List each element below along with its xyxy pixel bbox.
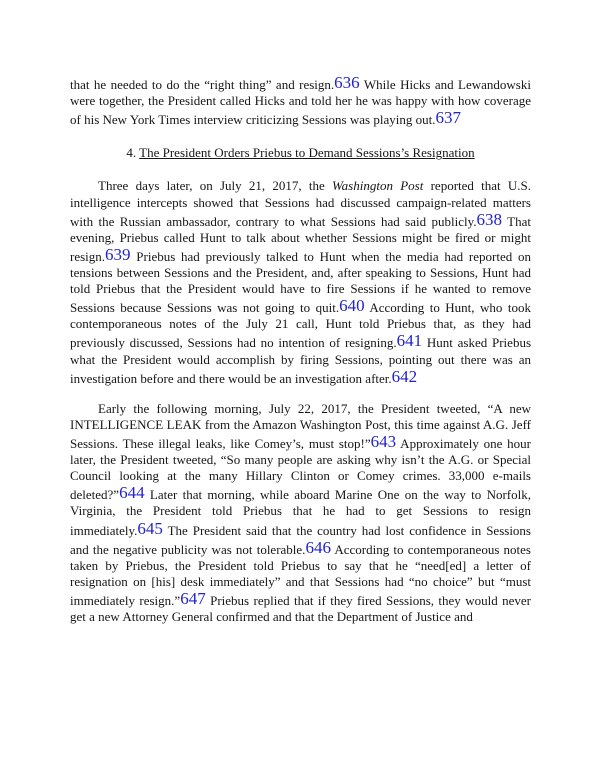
footnote-ref[interactable]: 644 (119, 483, 145, 503)
paragraph-continuation (70, 74, 531, 128)
section-heading-title: The President Orders Priebus to Demand Sessions’s Resignation (139, 145, 475, 161)
footnote-ref[interactable]: 645 (137, 518, 163, 538)
text-run: Three days later, on July 21, 2017, the (98, 178, 333, 194)
text-run: that he needed to do the “right thing” and resign. (70, 77, 335, 92)
footnote-ref[interactable]: 638 (476, 209, 503, 229)
footnote-ref[interactable]: 647 (180, 588, 206, 608)
footnote-ref[interactable]: 642 (391, 366, 418, 386)
footnote-ref[interactable]: 640 (339, 296, 365, 316)
text-run: Priebus replied that if they fired Sessions, they would never get a new Attorney General confirmed and that the Department of Justice and (70, 592, 531, 625)
text-run: The President said that the country had lost confidence in Sessions and the negative publicity was not tolerable. (70, 522, 531, 557)
text-run: Later that morning, while aboard Marine One on the way to Norfolk, Virginia, the President told Priebus that he had to get Sessions to resign immediately. (70, 487, 531, 538)
footnote-ref[interactable]: 637 (435, 108, 461, 128)
section-heading-number: 4. (126, 145, 140, 161)
footnote-ref[interactable]: 641 (396, 331, 423, 351)
footnote-ref[interactable]: 646 (305, 537, 331, 557)
text-run: Approximately one hour later, the President tweeted, “So many people are asking why isn’t the A.G. or Special Council looking at the many Hillary Clinton or Comey crimes. 33,000 e-mails deleted?” (70, 435, 532, 503)
text-run: Hunt asked Priebus what the President would accomplish by firing Sessions, pointing out there was an investigation before and there would be an investigation after. (70, 335, 531, 386)
text-run: According to contemporaneous notes taken by Priebus, the President told Priebus to say that he “need[ed] a letter of resignation on [his] desk immediately” and that Sessions had “no choice” but “must immediately resign.” (70, 541, 531, 608)
text-run: That evening, Priebus called Hunt to talk about whether Sessions might be fired or might resign. (70, 213, 532, 264)
text-run: According to Hunt, who took contemporaneous notes of the July 21 call, Hunt told Priebus that, as they had previously discussed, Sessions had no intention of resigning. (70, 300, 531, 351)
text-run: Early the following morning, July 22, 2017, the President tweeted, “A new INTELLIGENCE LEAK from the Amazon Washington Post, this time against A.G. Jeff Sessions. These illegal leaks, like Comey’s, must stop!” (70, 400, 531, 451)
text-run: reported that U.S. intelligence intercepts showed that Sessions had discussed campaign-related matters with the Russian ambassador, contrary to what Sessions had said publicly. (70, 178, 532, 229)
paragraph-july-21 (70, 178, 531, 386)
text-run: Washington Post (332, 178, 424, 194)
text-run: While Hicks and Lewandowski were together, the President called Hicks and told her he was happy with how coverage of his New York Times interview criticizing Sessions was playing out. (70, 77, 531, 128)
section-heading (70, 145, 531, 161)
paragraph-july-22 (70, 401, 531, 625)
text-run: Priebus had previously talked to Hunt when the media had reported on tensions between Sessions and the President, and, after speaking to Sessions, Hunt had told Priebus that the President would have to fire Sessions if he wanted to remove Sessions because Sessions was not going to quit. (70, 248, 531, 316)
footnote-ref[interactable]: 643 (370, 431, 397, 451)
footnote-ref[interactable]: 636 (334, 73, 360, 92)
footnote-ref[interactable]: 639 (105, 244, 131, 264)
